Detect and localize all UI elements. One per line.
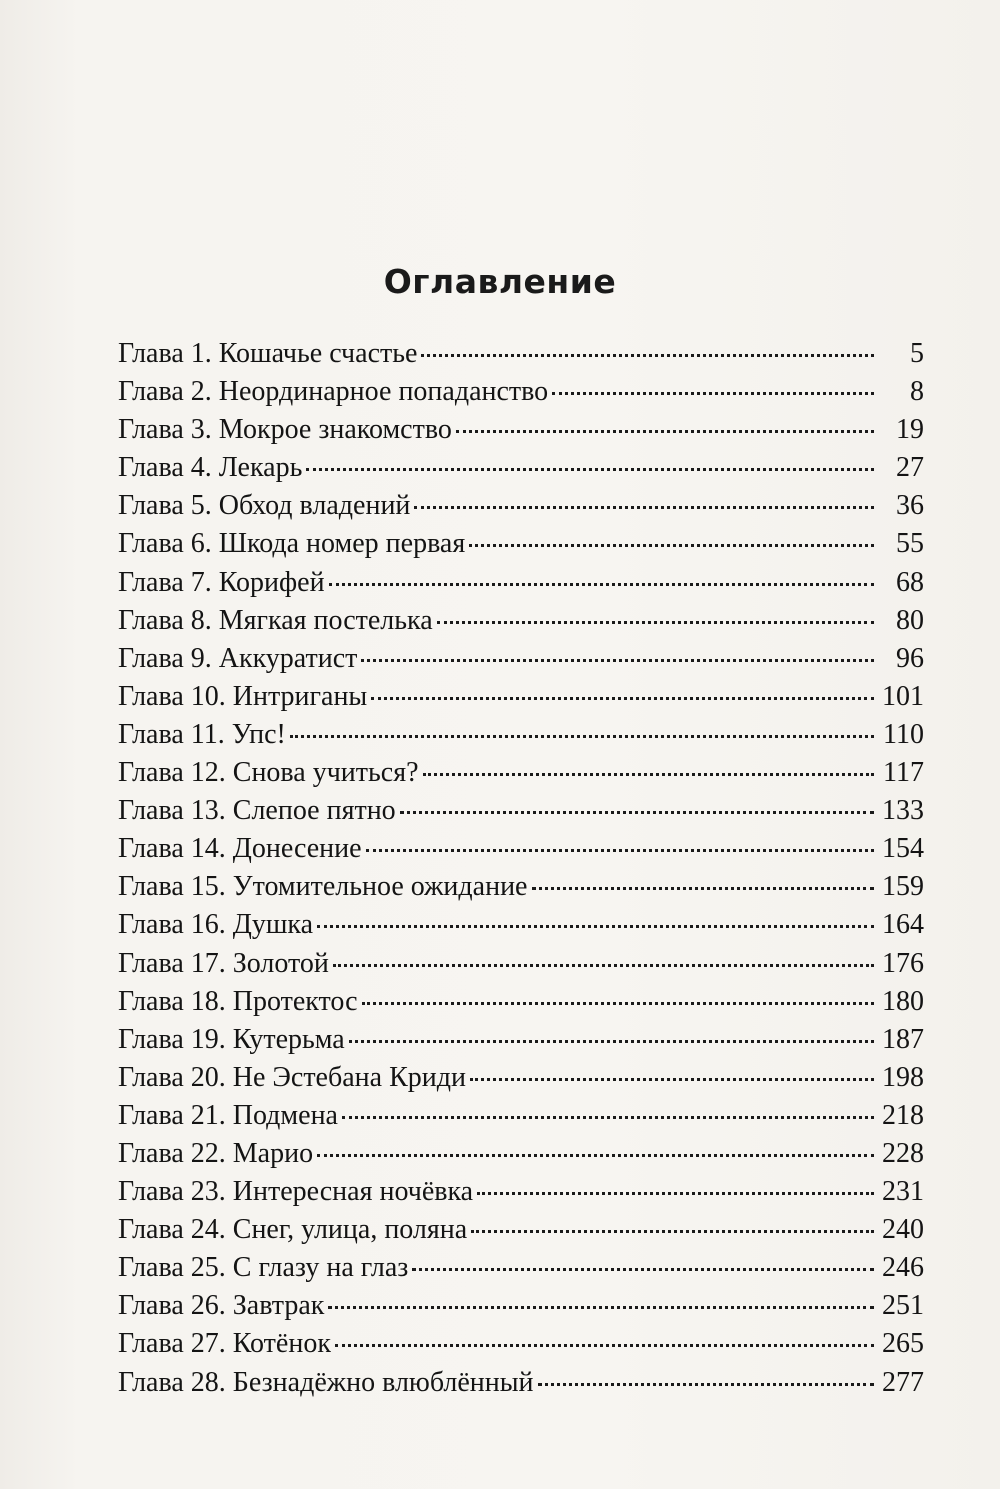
toc-dot-leader <box>412 1268 874 1271</box>
toc-entry <box>118 1367 924 1405</box>
toc-entry <box>118 567 924 605</box>
toc-dot-leader <box>538 1383 874 1386</box>
toc-entry-label: Глава 1. Кошачье счастье <box>118 338 418 369</box>
toc-title: Оглавление <box>383 262 617 301</box>
toc-entry <box>118 757 924 795</box>
toc-entry-label: Глава 13. Слепое пятно <box>118 795 396 827</box>
toc-entry-label: Глава 7. Корифей <box>118 566 325 598</box>
toc-dot-leader <box>317 925 874 928</box>
toc-entry <box>118 338 924 376</box>
toc-entry-page: 176 <box>882 947 924 979</box>
toc-entry <box>118 1024 924 1062</box>
toc-dot-leader <box>423 773 874 776</box>
toc-dot-leader <box>290 735 874 738</box>
toc-entry-page: 187 <box>882 1023 924 1055</box>
toc-dot-leader <box>349 1040 874 1043</box>
toc-dot-leader <box>477 1192 874 1195</box>
toc-entry-label: Глава 11. Упс! <box>118 718 286 750</box>
toc-entry-label: Глава 19. Кутерьма <box>118 1023 345 1055</box>
toc-entry-label: Глава 6. Шкода номер первая <box>118 528 466 560</box>
toc-entry <box>118 795 924 833</box>
toc-entry-page: 55 <box>896 528 924 560</box>
toc-dot-leader <box>469 544 874 547</box>
toc-entry-label: Глава 3. Мокрое знакомство <box>118 414 452 446</box>
toc-entry-page: 251 <box>882 1290 924 1322</box>
toc-entry <box>118 1214 924 1252</box>
toc-entry <box>118 986 924 1024</box>
toc-dot-leader <box>400 811 874 814</box>
toc-entry-page: 198 <box>882 1061 924 1093</box>
toc-dot-leader <box>306 468 874 471</box>
toc-entry-label: Глава 16. Душка <box>118 909 314 941</box>
toc-entry-page: 117 <box>883 757 924 789</box>
toc-entry-page: 19 <box>896 414 924 446</box>
toc-dot-leader <box>552 392 874 395</box>
toc-entry-page: 231 <box>882 1176 924 1208</box>
toc-entry-label: Глава 21. Подмена <box>118 1099 338 1131</box>
toc-entry <box>118 833 924 871</box>
toc-entry-page: 110 <box>883 718 924 750</box>
toc-entry <box>118 719 924 757</box>
toc-entry <box>118 948 924 986</box>
toc-dot-leader <box>470 1078 874 1081</box>
toc-entry-label: Глава 9. Аккуратист <box>118 642 358 674</box>
toc-entry <box>118 1062 924 1100</box>
toc-entry-label: Глава 5. Обход владений <box>118 490 411 522</box>
toc-entry-page: 265 <box>882 1328 924 1360</box>
toc-entry-label: Глава 18. Протектос <box>118 985 358 1017</box>
toc-entry-page: 277 <box>882 1366 924 1398</box>
toc-entry-label: Глава 12. Снова учиться? <box>118 757 419 789</box>
toc-entry-label: Глава 25. С глазу на глаз <box>118 1252 409 1284</box>
toc-entry-label: Глава 22. Марио <box>118 1137 314 1169</box>
toc-entry-label: Глава 4. Лекарь <box>118 452 303 484</box>
toc-entry-label: Глава 26. Завтрак <box>118 1290 325 1322</box>
toc-entry-page: 68 <box>896 566 924 598</box>
toc-entry-label: Глава 14. Донесение <box>118 833 362 865</box>
toc-dot-leader <box>362 1002 874 1005</box>
toc-entry <box>118 1100 924 1138</box>
toc-entry <box>118 414 924 452</box>
toc-entry-page: 80 <box>896 604 924 636</box>
toc-dot-leader <box>471 1230 874 1233</box>
toc-dot-leader <box>333 964 874 967</box>
toc-entry-page: 27 <box>896 452 924 484</box>
toc-entry <box>118 1290 924 1328</box>
toc-entry-page: 228 <box>882 1137 924 1169</box>
toc-entry-page: 154 <box>882 833 924 865</box>
toc-entry <box>118 1252 924 1290</box>
toc-dot-leader <box>371 697 874 700</box>
toc-entry <box>118 871 924 909</box>
toc-entry-page: 218 <box>882 1099 924 1131</box>
toc-entry-label: Глава 10. Интриганы <box>118 680 368 712</box>
toc-dot-leader <box>437 621 874 624</box>
toc-dot-leader <box>366 849 874 852</box>
toc-entry <box>118 643 924 681</box>
toc-entry <box>118 1176 924 1214</box>
toc-dot-leader <box>342 1116 874 1119</box>
toc-entry-label: Глава 20. Не Эстебана Криди <box>118 1061 466 1093</box>
toc-dot-leader <box>329 583 874 586</box>
toc-entry <box>118 605 924 643</box>
toc-entry-page: 159 <box>882 871 924 903</box>
toc-entry <box>118 909 924 947</box>
toc-entry-page: 96 <box>896 642 924 674</box>
toc-entry-page: 180 <box>882 985 924 1017</box>
toc-dot-leader <box>414 506 874 509</box>
toc-dot-leader <box>361 659 874 662</box>
toc-entry-label: Глава 17. Золотой <box>118 947 329 979</box>
toc-entry-label: Глава 2. Неординарное попаданство <box>118 376 549 408</box>
toc-entry-page: 240 <box>882 1214 924 1246</box>
toc-dot-leader <box>421 354 874 357</box>
toc-entry-label: Глава 28. Безнадёжно влюблённый <box>118 1366 534 1398</box>
toc-entry <box>118 528 924 566</box>
toc-entry <box>118 681 924 719</box>
toc-entry-label: Глава 8. Мягкая постелька <box>118 604 433 636</box>
toc-entry <box>118 376 924 414</box>
toc-entry-page: 133 <box>882 795 924 827</box>
toc-entry-label: Глава 27. Котёнок <box>118 1328 331 1360</box>
toc-dot-leader <box>335 1344 874 1347</box>
toc-entry <box>118 490 924 528</box>
toc-dot-leader <box>456 430 874 433</box>
toc-entry <box>118 1328 924 1366</box>
toc-entry <box>118 1138 924 1176</box>
toc-entry-page: 101 <box>882 680 924 712</box>
toc-entry-label: Глава 24. Снег, улица, поляна <box>118 1214 468 1246</box>
toc-dot-leader <box>532 887 875 890</box>
toc-entry-page: 5 <box>910 338 924 369</box>
toc-entry-label: Глава 23. Интересная ночёвка <box>118 1176 474 1208</box>
toc-entry-label: Глава 15. Утомительное ожидание <box>118 871 528 903</box>
toc-dot-leader <box>317 1154 874 1157</box>
toc-entry-page: 246 <box>882 1252 924 1284</box>
toc-entry-page: 8 <box>910 376 924 408</box>
toc-entry-page: 36 <box>896 490 924 522</box>
toc-list <box>118 338 924 1405</box>
toc-entry <box>118 452 924 490</box>
toc-entry-page: 164 <box>882 909 924 941</box>
toc-dot-leader <box>328 1306 874 1309</box>
